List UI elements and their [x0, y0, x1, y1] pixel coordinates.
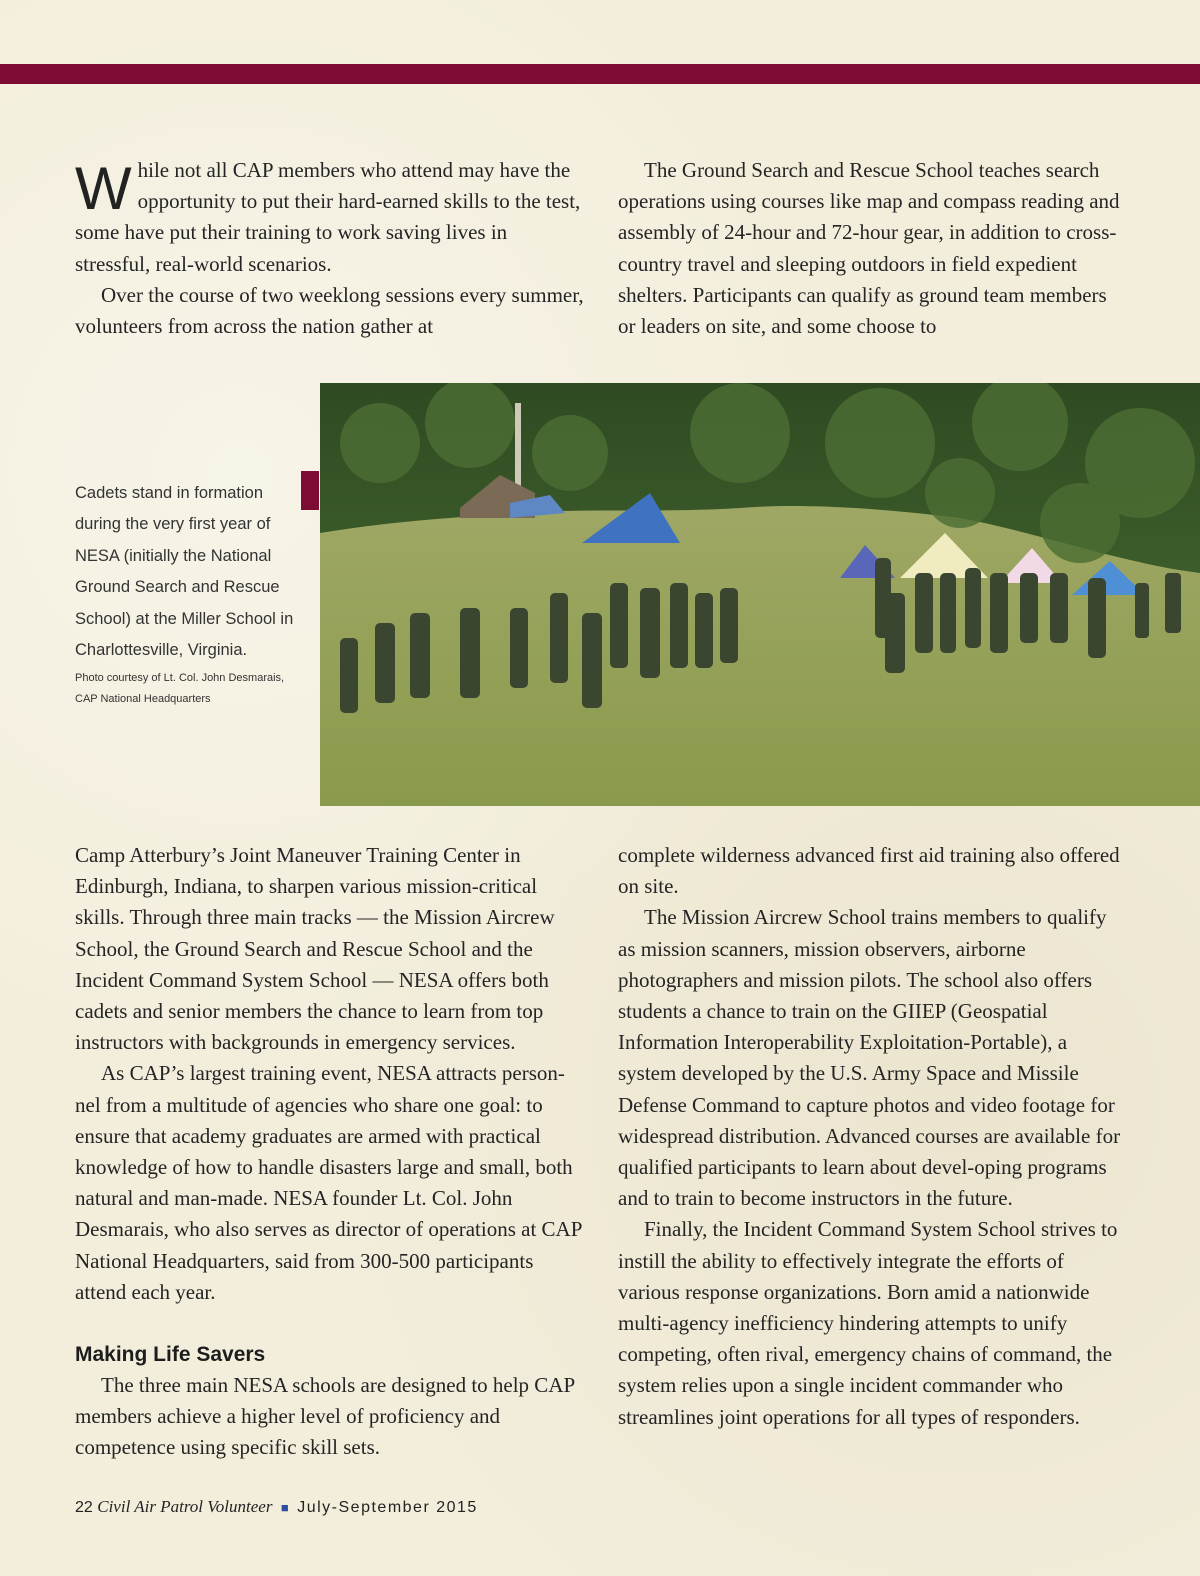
top-accent-bar: [0, 64, 1200, 84]
body-paragraph: The Mission Aircrew School trains members to qualify as mission scanners, mission observers, airborne photographers and mission pilots. The school also offers students a chance to train on the GIIEP (Geospatial Information Interoperability Exploitation-Portable), a system developed by the U.S. Army Space and Missile Defense Command to capture photos and video footage for widespread distribution. Advanced courses are available for qualified participants to learn about devel-oping programs and to train to become instructors in the future.: [618, 905, 1121, 1211]
lower-left-column: [75, 840, 585, 1464]
page-number: 22: [75, 1499, 93, 1516]
cadets-formation-photo: [320, 383, 1200, 806]
issue-date: July-September 2015: [297, 1499, 478, 1516]
publication-name: Civil Air Patrol Volunteer: [97, 1497, 273, 1516]
photo-credit: Photo courtesy of Lt. Col. John Desmarais, CAP National Headquarters: [75, 672, 285, 706]
lower-right-column: [618, 840, 1128, 1433]
separator-square: ■: [280, 1500, 289, 1515]
upper-left-column: [75, 155, 585, 342]
intro-text: hile not all CAP members who attend may have the opportunity to put their hard-earned skills to the test, some have put their training to work saving lives in stressful, real-world scenarios.: [75, 158, 581, 276]
body-paragraph: Over the course of two weeklong sessions every summer, volunteers from across the nation gather at: [75, 282, 584, 339]
body-paragraph: As CAP’s largest training event, NESA attracts person-nel from a multitude of agencies who share one goal: to ensure that academy graduates are armed with practical knowledge of how to handle disasters large and small, both natural and man-made. NESA founder Lt. Col. John Desmarais, who also serves as director of operations at CAP National Headquarters, said from 300-500 participants attend each year.: [75, 1061, 582, 1304]
page-footer: [75, 1497, 478, 1517]
section-heading: Making Life Savers: [75, 1343, 266, 1367]
body-paragraph: Camp Atterbury’s Joint Maneuver Training Center in Edinburgh, Indiana, to sharpen various mission-critical skills. Through three main tracks — the Mission Aircrew School, the Ground Search and Rescue School and the Incident Command System School — NESA offers both cadets and senior members the chance to learn from top instructors with backgrounds in emergency services.: [75, 843, 555, 1055]
drop-cap: W: [75, 155, 132, 222]
intro-paragraph: [75, 155, 585, 280]
upper-right-column: [618, 155, 1128, 342]
body-paragraph: The three main NESA schools are designed to help CAP members achieve a higher level of proficiency and competence using specific skill sets.: [75, 1373, 575, 1460]
caption-marker: [301, 471, 319, 510]
body-paragraph: Finally, the Incident Command System School strives to instill the ability to effectively integrate the efforts of various response organizations. Born amid a nationwide multi-agency inefficiency hindering attempts to unify competing, often rival, emergency chains of command, the system relies upon a single incident commander who streamlines joint operations for all types of responders.: [618, 1217, 1118, 1429]
body-paragraph: complete wilderness advanced first aid training also offered on site.: [618, 843, 1120, 899]
photo-caption: [75, 478, 300, 710]
body-paragraph: The Ground Search and Rescue School teaches search operations using courses like map and compass reading and assembly of 24-hour and 72-hour gear, in addition to cross-country travel and sleeping outdoors in field expedient shelters. Participants can qualify as ground team members or leaders on site, and some choose to: [618, 158, 1120, 339]
caption-text: Cadets stand in formation during the very first year of NESA (initially the National Ground Search and Rescue School) at the Miller School in Charlottesville, Virginia.: [75, 484, 294, 660]
